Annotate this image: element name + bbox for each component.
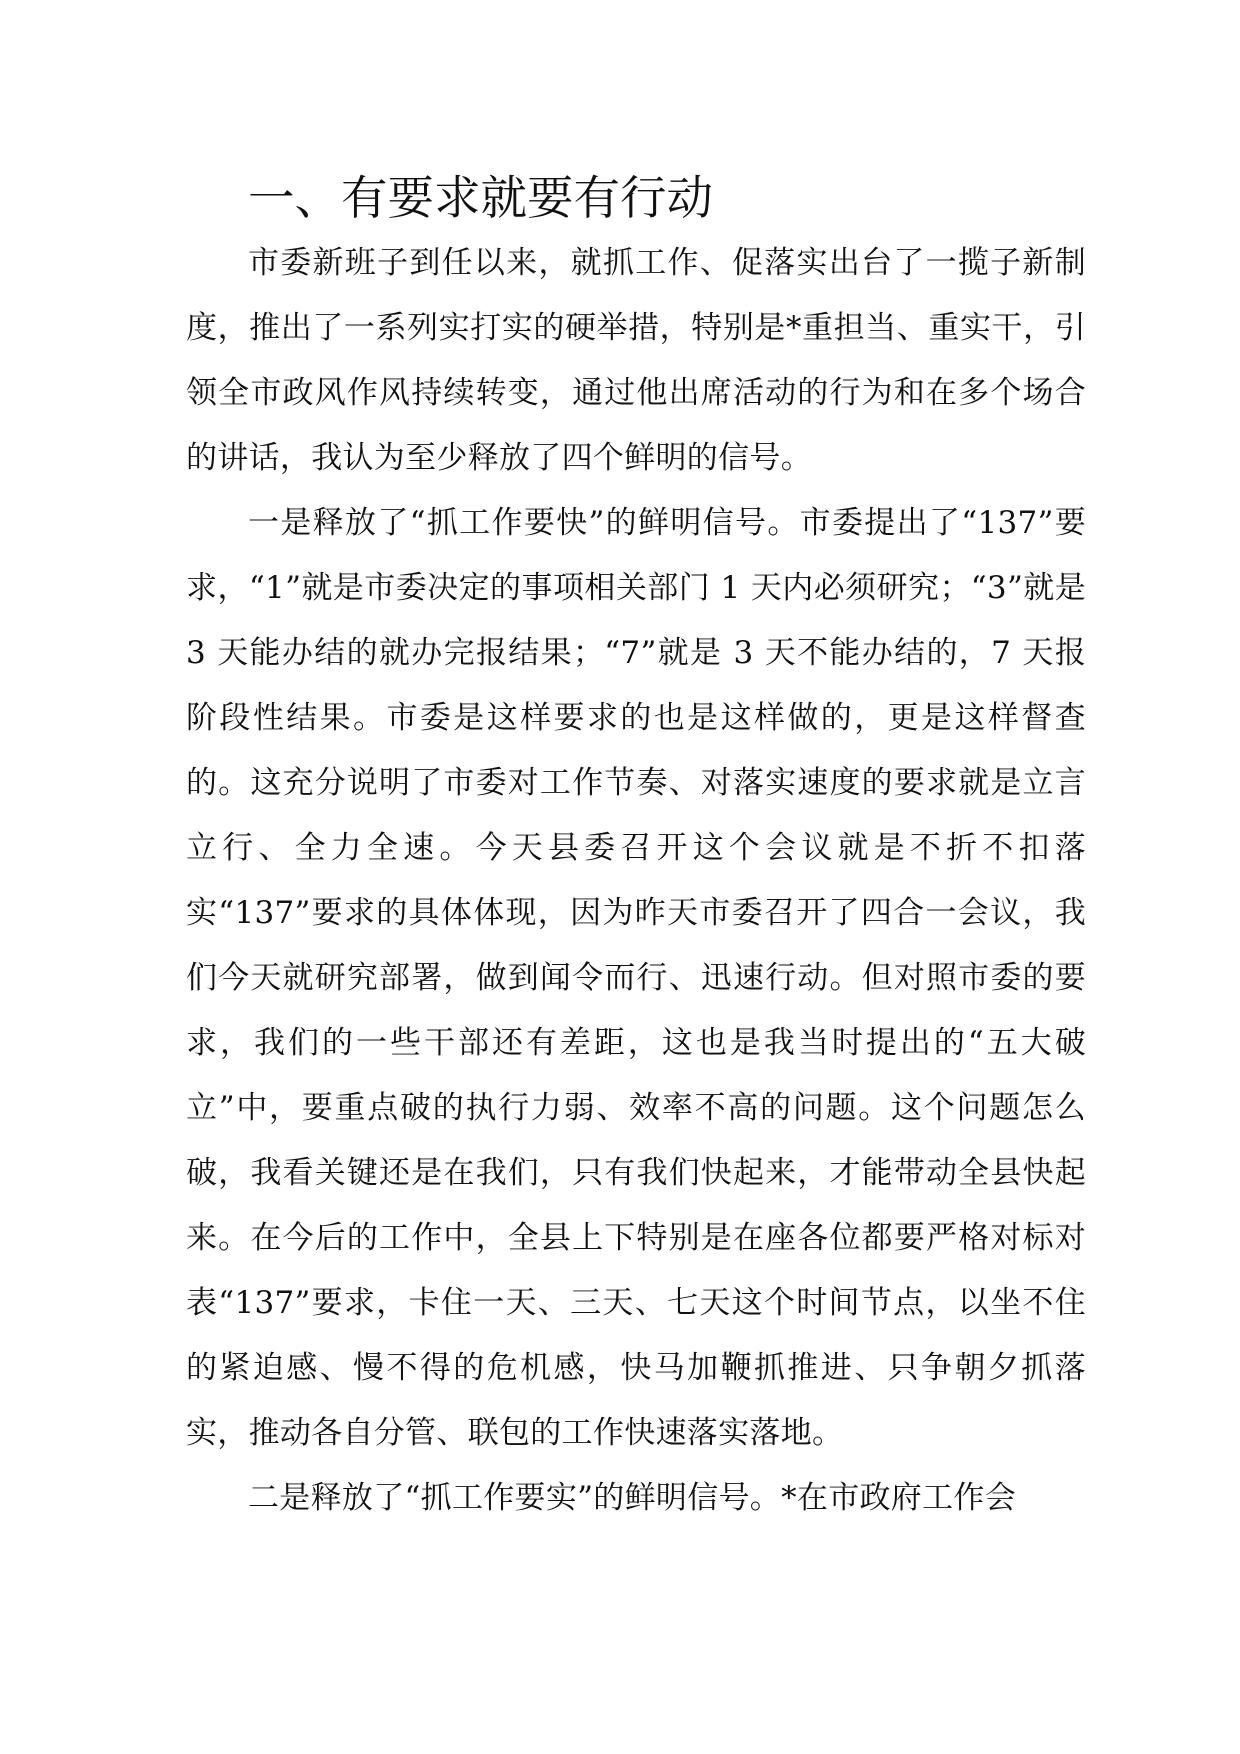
section-heading: 一、有要求就要有行动 xyxy=(248,171,713,225)
paragraph-intro: 市委新班子到任以来，就抓工作、促落实出台了一揽子新制度，推出了一系列实打实的硬举措，特别是*重担当、重实干，引领全市政风作风持续转变，通过他出席活动的行为和在多个场合的讲话，我认为至少释放了四个鲜明的信号。 xyxy=(186,245,1086,476)
document-page xyxy=(186,166,1086,1531)
paragraph-signal-two: 二是释放了“抓工作要实”的鲜明信号。*在市政府工作会 xyxy=(248,1480,1016,1516)
paragraph-signal-one: 一是释放了“抓工作要快”的鲜明信号。市委提出了“137”要求，“1”就是市委决定的事项相关部门 1 天内必须研究；“3”就是 3 天能办结的就办完报结果；“7”就是 3 天不能办结的，7 天报阶段性结果。市委是这样要求的也是这样做的，更是这样督查的。这充分说明了市委对工作节奏、对落实速度的要求就是立言立行、全力全速。今天县委召开这个会议就是不折不扣落实“137”要求的具体体现，因为昨天市委召开了四合一会议，我们今天就研究部署，做到闻令而行、迅速行动。但对照市委的要求，我们的一些干部还有差距，这也是我当时提出的“五大破立”中，要重点破的执行力弱、效率不高的问题。这个问题怎么破，我看关键还是在我们，只有我们快起来，才能带动全县快起来。在今后的工作中，全县上下特别是在座各位都要严格对标对表“137”要求，卡住一天、三天、七天这个时间节点，以坐不住的紧迫感、慢不得的危机感，快马加鞭抓推进、只争朝夕抓落实，推动各自分管、联包的工作快速落实落地。 xyxy=(186,505,1086,1451)
